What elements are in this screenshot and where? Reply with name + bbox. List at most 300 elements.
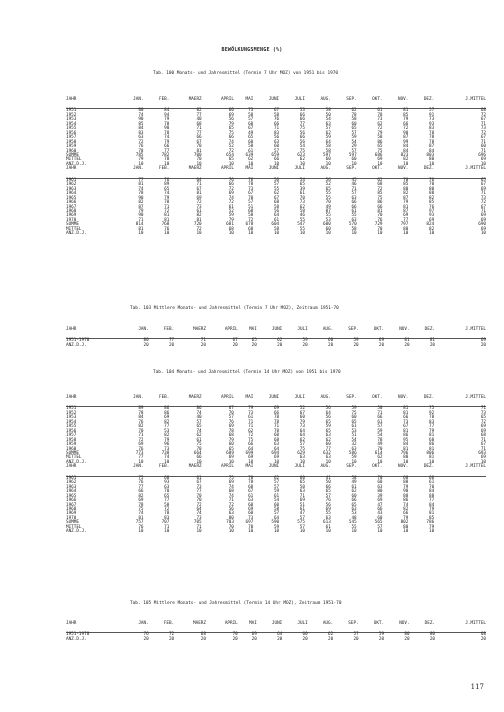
table-cell: 79	[429, 428, 435, 434]
table-cell: 40	[196, 117, 202, 123]
table-cell: 720	[193, 222, 202, 228]
table-cell: 68	[403, 475, 409, 481]
row-label: MITTEL	[66, 524, 82, 530]
table-cell: 73	[248, 186, 254, 192]
table-cell: 77	[429, 424, 435, 430]
table-cell: 65	[351, 419, 357, 425]
table-cell: 55	[325, 511, 331, 517]
column-header: MAERZ	[169, 465, 201, 476]
table-cell: 63	[248, 498, 254, 504]
table-cell: 20	[429, 636, 435, 642]
table-cell: 66	[403, 121, 409, 127]
table-cell: 73	[429, 117, 435, 123]
column-header: FEB.	[144, 167, 170, 178]
column-header: NOV.	[383, 98, 409, 109]
table-cell: 81	[403, 446, 409, 452]
table-cell: 63	[164, 484, 170, 490]
table-cell: 686	[374, 152, 383, 158]
table-cell: 57	[273, 480, 280, 486]
table-cell: 90	[164, 126, 170, 132]
table-cell: 73	[164, 446, 170, 452]
row-label: 1964	[66, 489, 77, 495]
table-cell: 86	[403, 433, 409, 439]
table-cell: 52	[325, 182, 331, 188]
table-cell: 797	[400, 222, 409, 228]
column-header: MAERZ	[174, 328, 206, 339]
table-cell: 10	[351, 529, 357, 535]
table-cell: 78	[164, 200, 170, 206]
row-label: 1970	[66, 217, 77, 223]
table-cell: 71	[480, 139, 486, 145]
table-cell: 74	[228, 493, 234, 499]
table-cell: 81	[403, 410, 409, 416]
table-cell: 56	[325, 415, 331, 421]
row-label: SUMME	[66, 152, 79, 158]
table-cell: 10	[228, 231, 234, 237]
table-cell: 10	[138, 459, 144, 465]
table-cell: 73	[196, 515, 202, 521]
table-cell: 66	[299, 117, 305, 123]
table-cell: 71	[273, 424, 280, 430]
table-cell: 71	[480, 121, 486, 127]
table-cell: 79	[228, 217, 234, 223]
table-cell: 60	[228, 442, 234, 448]
table-cell: 10	[429, 231, 435, 237]
table-cell: 87	[429, 144, 435, 150]
table-cell: 58	[273, 204, 280, 210]
table-cell: 70	[228, 524, 234, 530]
row-label: 1961	[66, 475, 77, 481]
table-cell: 72	[164, 208, 170, 214]
column-header: J.MITTEL	[434, 167, 486, 178]
table-cell: 58	[325, 144, 331, 150]
table-cell: 66	[228, 182, 234, 188]
table105-caption: Tab. 105 Mittlere Monats- und Jahresmittel (Termin 14 Uhr MOZ), Zeitraum 1951-70	[130, 601, 342, 606]
row-label: ANZ.D.J.	[66, 342, 87, 348]
table-cell: 74	[138, 186, 144, 192]
table-cell: 639	[245, 152, 254, 158]
column-header: AUG.	[308, 622, 333, 633]
table-cell: 39	[377, 493, 383, 499]
table-cell: 66	[377, 415, 383, 421]
table-cell: 57	[228, 415, 234, 421]
row-label: 1954	[66, 121, 77, 127]
table-cell: 84	[138, 126, 144, 132]
table-cell: 56	[273, 208, 280, 214]
table-cell: 66	[377, 506, 383, 512]
table-cell: 82	[196, 213, 202, 219]
table-cell: 59	[353, 338, 359, 344]
table-cell: 59	[325, 424, 331, 430]
column-header: AUG.	[305, 396, 331, 407]
table-cell: 78	[273, 415, 280, 421]
table-cell: 63	[325, 433, 331, 439]
table-cell: 53	[164, 428, 170, 434]
table-cell: 82	[403, 157, 409, 163]
table-cell: 63	[273, 442, 280, 448]
table-cell: 66	[299, 112, 305, 118]
table-cell: 61	[377, 108, 383, 114]
table-cell: 57	[429, 108, 435, 114]
table-cell: 55	[273, 186, 280, 192]
table104	[66, 396, 486, 535]
table-cell: 10	[325, 231, 331, 237]
table-cell: 59	[228, 213, 234, 219]
table-cell: 60	[351, 493, 357, 499]
row-label: 1956	[66, 428, 77, 434]
table-cell: 73	[480, 410, 486, 416]
table-cell: 72	[480, 130, 486, 136]
row-label: 1957	[66, 135, 77, 141]
table-cell: 67	[232, 338, 238, 344]
table-cell: 60	[325, 226, 331, 232]
table-cell: 57	[299, 515, 305, 521]
row-label: 1960	[66, 446, 77, 452]
table-cell: 70	[196, 446, 202, 452]
row-label: ANZ.D.J.	[66, 529, 87, 535]
column-header: OKT.	[357, 465, 383, 476]
table-cell: 20	[378, 636, 385, 642]
table-cell: 72	[196, 226, 202, 232]
table-cell: 81	[164, 217, 170, 223]
table-cell: 85	[403, 182, 409, 188]
column-header: JUNI	[253, 98, 279, 109]
table-cell: 78	[377, 112, 383, 118]
table-cell: 796	[400, 450, 409, 456]
table-cell: 10	[325, 459, 331, 465]
table-cell: 10	[377, 161, 383, 167]
table-cell: 67	[403, 424, 409, 430]
table-cell: 66	[273, 157, 280, 163]
table-cell: 62	[248, 428, 254, 434]
column-header: JUNI	[253, 465, 279, 476]
table-cell: 70	[429, 182, 435, 188]
column-header: MAERZ	[169, 98, 201, 109]
table-cell: 570	[348, 222, 357, 228]
table-cell: 80	[403, 226, 409, 232]
table-cell: 65	[351, 126, 357, 132]
table-cell: 77	[168, 338, 175, 344]
table-cell: 79	[299, 419, 305, 425]
table-cell: 73	[377, 117, 383, 123]
table-cell: 61	[429, 480, 435, 486]
table-cell: 55	[325, 195, 331, 201]
table-cell: 73	[248, 108, 254, 114]
table-cell: 86	[429, 442, 435, 448]
table-cell: 69	[164, 415, 170, 421]
table-cell: 65	[196, 424, 202, 430]
table-cell: 20	[378, 342, 385, 348]
table-cell: 61	[299, 191, 305, 197]
table-cell: 57	[273, 511, 280, 517]
column-header: JULI	[282, 328, 307, 339]
table-cell: 55	[351, 524, 357, 530]
table-cell: 63	[299, 455, 305, 461]
table-cell: 60	[228, 108, 234, 114]
table-cell: 10	[196, 459, 202, 465]
table-cell: 77	[325, 446, 331, 452]
table-cell: 70	[299, 195, 305, 201]
table-cell: 75	[299, 148, 305, 154]
table-cell: 60	[351, 157, 357, 163]
table-cell: 67	[480, 204, 486, 210]
table-cell: 80	[377, 489, 383, 495]
table-cell: 699	[245, 450, 254, 456]
table-cell: 82	[429, 195, 435, 201]
table-cell: 10	[377, 459, 383, 465]
table-cell: 46	[351, 182, 357, 188]
table-cell: 76	[248, 177, 254, 183]
table-cell: 60	[273, 502, 280, 508]
row-label: 1963	[66, 484, 77, 490]
table-cell: 71	[138, 217, 144, 223]
table-cell: 69	[480, 428, 486, 434]
table-cell: 806	[426, 450, 435, 456]
table-cell: 87	[403, 195, 409, 201]
table-cell: 81	[138, 515, 144, 521]
table-cell: 65	[228, 446, 234, 452]
table-cell: 69	[480, 186, 486, 192]
table-cell: 50	[325, 480, 331, 486]
table-cell: 71	[480, 208, 486, 214]
table-cell: 64	[273, 515, 280, 521]
table-cell: 76	[228, 419, 234, 425]
table-cell: 65	[251, 338, 257, 344]
table-cell: 62	[299, 437, 305, 443]
table-cell: 77	[164, 498, 170, 504]
row-label: 1963	[66, 186, 77, 192]
table-cell: 72	[228, 502, 234, 508]
table-cell: 69	[480, 226, 486, 232]
table-cell: 93	[164, 480, 170, 486]
table-cell: 57	[299, 524, 305, 530]
table-cell: 73	[480, 195, 486, 201]
table-cell: 64	[325, 410, 331, 416]
table-cell: 66	[403, 415, 409, 421]
table-cell: 63	[351, 506, 357, 512]
table-cell: 83	[429, 126, 435, 132]
table-cell: 60	[480, 144, 486, 150]
row-label: 1951-1970	[66, 632, 90, 638]
table-cell: 690	[478, 222, 486, 228]
table-cell: 82	[403, 506, 409, 512]
table-cell: 10	[429, 161, 435, 167]
table-cell: 696	[478, 152, 486, 158]
table-cell: 57	[273, 148, 280, 154]
table-cell: 61	[351, 208, 357, 214]
table-cell: 50	[299, 484, 305, 490]
table-cell: 69	[429, 217, 435, 223]
table-cell: 62	[377, 121, 383, 127]
table-cell: 66	[299, 135, 305, 141]
table-cell: 87	[138, 204, 144, 210]
table-cell: 63	[325, 515, 331, 521]
table-cell: 10	[429, 459, 435, 465]
table-cell: 72	[377, 126, 383, 132]
table-cell: 87	[325, 208, 331, 214]
table-cell: 61	[351, 424, 357, 430]
table-cell: 73	[248, 515, 254, 521]
table-cell: 58	[377, 135, 383, 141]
table-cell: 85	[403, 112, 409, 118]
table-cell: 70	[377, 446, 383, 452]
table-cell: 57	[377, 524, 383, 530]
table-cell: 10	[351, 161, 357, 167]
column-header: FEB.	[144, 465, 170, 476]
table-cell: 54	[351, 139, 357, 145]
table-cell: 20	[480, 636, 486, 642]
table-cell: 62	[273, 475, 280, 481]
column-header: JAN.	[118, 98, 144, 109]
table-cell: 697	[245, 520, 254, 526]
table-cell: 10	[228, 529, 234, 535]
table-cell: 76	[138, 144, 144, 150]
column-header: JAHR	[66, 328, 123, 339]
table-cell: 84	[429, 148, 435, 154]
table-cell: 10	[196, 161, 202, 167]
table-cell: 71	[196, 524, 202, 530]
table-cell: 68	[228, 489, 234, 495]
table-cell: 74	[164, 191, 170, 197]
table-cell: 76	[138, 524, 144, 530]
table-cell: 79	[403, 484, 409, 490]
table-cell: 46	[299, 213, 305, 219]
table-cell: 659	[271, 152, 280, 158]
column-header: JUNI	[253, 396, 279, 407]
row-label: 1953	[66, 117, 77, 123]
table-cell: 56	[228, 117, 234, 123]
table-cell: 58	[164, 502, 170, 508]
table-cell: 10	[228, 459, 234, 465]
column-header: JUNI	[257, 622, 282, 633]
table-cell: 63	[325, 455, 331, 461]
table-cell: 703	[226, 520, 234, 526]
table-cell: 60	[351, 415, 357, 421]
row-label: 1969	[66, 213, 77, 219]
table-cell: 67	[480, 135, 486, 141]
table-cell: 67	[196, 139, 202, 145]
table-cell: 69	[480, 213, 486, 219]
column-header: J.MITTEL	[434, 98, 486, 109]
table-cell: 72	[480, 200, 486, 206]
table-cell: 89	[164, 182, 170, 188]
table-cell: 705	[193, 520, 202, 526]
column-header: SEP.	[331, 167, 357, 178]
table-cell: 20	[429, 342, 435, 348]
column-header: JULI	[279, 465, 305, 476]
table-cell: 629	[297, 450, 305, 456]
row-label: 1955	[66, 126, 77, 132]
table-cell: 82	[196, 108, 202, 114]
table103	[66, 328, 486, 348]
table-cell: 62	[299, 204, 305, 210]
table-cell: 53	[351, 511, 357, 517]
row-label: ANZ.D.J.	[66, 636, 87, 642]
column-header: APRIL	[202, 465, 234, 476]
table-cell: 60	[248, 511, 254, 517]
table-cell: 10	[138, 161, 144, 167]
column-header: NOV.	[383, 167, 409, 178]
table100	[66, 98, 486, 237]
table-cell: 69	[138, 498, 144, 504]
table-cell: 68	[248, 484, 254, 490]
column-header: JAN.	[123, 622, 148, 633]
table-cell: 74	[228, 139, 234, 145]
table-cell: 74	[196, 410, 202, 416]
table-cell: 68	[164, 475, 170, 481]
table-cell: 88	[429, 493, 435, 499]
table-cell: 78	[248, 480, 254, 486]
table-cell: 51	[351, 433, 357, 439]
table-cell: 10	[325, 161, 331, 167]
table-cell: 83	[429, 419, 435, 425]
table-cell: 58	[351, 117, 357, 123]
column-header: JAN.	[118, 396, 144, 407]
table-cell: 20	[251, 636, 257, 642]
table-cell: 66	[377, 204, 383, 210]
table-cell: 53	[299, 108, 305, 114]
table-cell: 80	[403, 524, 409, 530]
table-cell: 29	[351, 144, 357, 150]
table-cell: 58	[351, 226, 357, 232]
table-cell: 10	[248, 161, 254, 167]
table-cell: 547	[297, 222, 305, 228]
table-cell: 69	[248, 455, 254, 461]
table-cell: 82	[429, 226, 435, 232]
row-label: 1951	[66, 108, 77, 114]
table-cell: 63	[325, 121, 331, 127]
table-cell: 71	[480, 148, 486, 154]
table-cell: 10	[164, 161, 170, 167]
table-cell: 66	[228, 135, 234, 141]
table-cell: 60	[328, 338, 334, 344]
column-header: FEB.	[144, 396, 170, 407]
table-cell: 69	[325, 506, 331, 512]
column-header: MAERZ	[174, 622, 206, 633]
table-cell: 79	[228, 437, 234, 443]
column-header: MAI	[234, 98, 253, 109]
table-cell: 40	[196, 415, 202, 421]
column-header: MAI	[234, 396, 253, 407]
column-header: NOV.	[384, 622, 409, 633]
table-cell: 84	[403, 442, 409, 448]
table-cell: 10	[248, 231, 254, 237]
table-cell: 10	[196, 231, 202, 237]
table-cell: 65	[248, 135, 254, 141]
table-cell: 10	[299, 459, 305, 465]
table-header-row	[66, 465, 486, 476]
table-cell: 68	[196, 121, 202, 127]
column-header: MAI	[234, 167, 253, 178]
table-cell: 77	[138, 177, 144, 183]
table-cell: 72	[138, 437, 144, 443]
table-cell: 20	[168, 342, 175, 348]
table-cell: 68	[228, 226, 234, 232]
table-cell: 59	[351, 135, 357, 141]
column-header: OKT.	[357, 98, 383, 109]
column-header: DEZ.	[408, 465, 434, 476]
table-cell: 69	[377, 157, 383, 163]
table-cell: 84	[429, 489, 435, 495]
table-cell: 63	[299, 489, 305, 495]
table-cell: 79	[138, 157, 144, 163]
table-cell: 87	[403, 208, 409, 214]
column-header: NOV.	[383, 465, 409, 476]
table-row	[66, 638, 486, 642]
table-cell: 71	[228, 498, 234, 504]
row-label: 1952	[66, 410, 77, 416]
table-cell: 81	[164, 213, 170, 219]
